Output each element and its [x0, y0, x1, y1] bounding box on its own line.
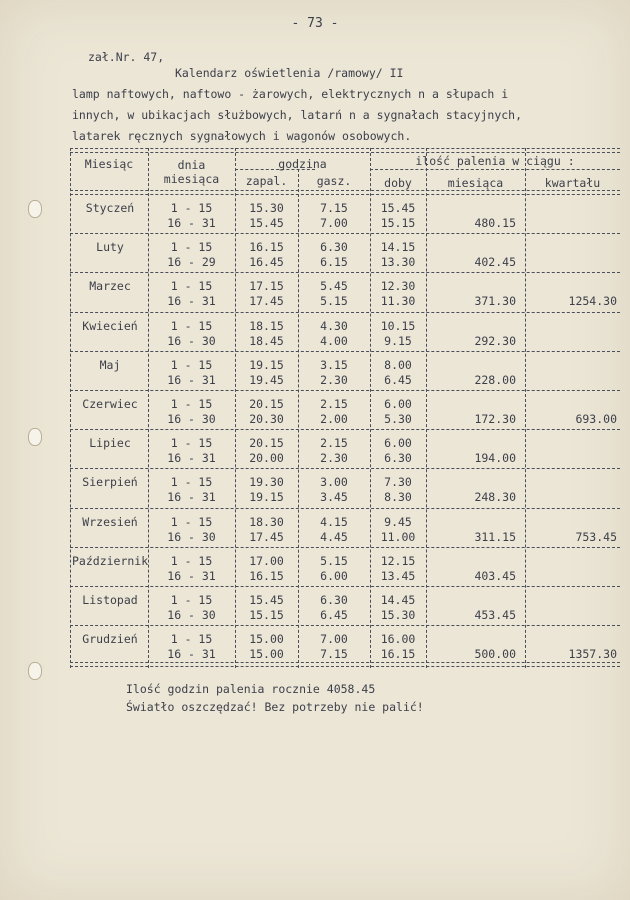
light-time: 17.00	[249, 553, 284, 568]
table-rule	[70, 148, 71, 668]
light-time: 19.15	[249, 357, 284, 372]
extinguish-time: 3.00	[320, 475, 348, 490]
daily-burn: 15.15	[380, 216, 416, 230]
extinguish-time: 5.45	[320, 279, 348, 294]
header-days: dnia	[177, 158, 206, 172]
document-title: Kalendarz oświetlenia /ramowy/ II	[175, 66, 404, 80]
extinguish-time: 4.00	[320, 333, 348, 348]
light-time: 16.15	[249, 568, 284, 583]
daily-burn: 14.45	[380, 593, 416, 607]
day-range: 16 - 31	[167, 294, 216, 309]
row-divider	[70, 508, 620, 509]
day-range: 1 - 15	[170, 593, 213, 607]
table-rule	[70, 662, 620, 667]
day-range: 16 - 31	[167, 216, 216, 230]
row-divider	[70, 586, 620, 587]
row-divider	[70, 468, 620, 469]
light-time: 20.15	[249, 397, 284, 411]
day-range: 1 - 15	[170, 318, 213, 333]
monthly-burn: 402.45	[474, 255, 516, 270]
day-range: 16 - 30	[167, 608, 216, 622]
annual-total: Ilość godzin palenia rocznie 4058.45	[126, 682, 376, 696]
day-range: 16 - 30	[167, 412, 216, 426]
lighting-calendar-table	[70, 148, 620, 668]
month-name: Październik	[72, 553, 149, 568]
quarterly-burn: 1357.30	[568, 647, 617, 662]
monthly-burn: 292.30	[474, 333, 516, 348]
daily-burn: 6.00	[384, 397, 412, 411]
page-number: - 73 -	[291, 16, 339, 31]
binder-hole	[28, 428, 42, 446]
quarterly-burn: 1254.30	[568, 294, 617, 309]
extinguish-time: 6.45	[320, 608, 348, 622]
description-line: latarek ręcznych sygnałowych i wagonów osobowych.	[72, 129, 412, 143]
day-range: 1 - 15	[170, 201, 213, 215]
row-divider	[70, 390, 620, 391]
extinguish-time: 2.00	[320, 412, 348, 426]
extinguish-time: 2.30	[320, 372, 348, 387]
light-time: 15.00	[249, 632, 284, 647]
day-range: 1 - 15	[170, 553, 213, 568]
row-divider	[70, 351, 620, 352]
day-range: 16 - 30	[167, 529, 216, 544]
day-range: 1 - 15	[170, 475, 213, 490]
monthly-burn: 194.00	[474, 451, 516, 466]
day-range: 1 - 15	[170, 279, 213, 294]
monthly-burn: 172.30	[474, 412, 516, 426]
extinguish-time: 6.15	[320, 255, 348, 270]
light-time: 15.00	[249, 647, 284, 662]
daily-burn: 5.30	[384, 412, 412, 426]
light-time: 15.15	[249, 608, 284, 622]
header-quarter: kwartału	[544, 176, 601, 190]
row-divider	[70, 233, 620, 234]
light-time: 18.30	[249, 514, 284, 529]
day-range: 1 - 15	[170, 436, 213, 451]
header-hour: godzina	[278, 157, 327, 171]
table-rule	[370, 169, 620, 170]
table-rule	[70, 190, 620, 195]
daily-burn: 6.30	[384, 451, 412, 466]
quarterly-burn: 693.00	[575, 412, 617, 426]
light-time: 19.45	[249, 372, 284, 387]
daily-burn: 10.15	[380, 318, 416, 333]
daily-burn: 9.15	[384, 333, 412, 348]
extinguish-time: 2.30	[320, 451, 348, 466]
daily-burn: 6.00	[384, 436, 412, 451]
day-range: 16 - 31	[167, 568, 216, 583]
row-divider	[70, 547, 620, 548]
extinguish-time: 3.45	[320, 490, 348, 505]
extinguish-time: 7.15	[320, 201, 348, 215]
light-time: 19.30	[249, 475, 284, 490]
binder-hole	[28, 200, 42, 218]
extinguish-time: 4.15	[320, 514, 348, 529]
binder-hole	[28, 662, 42, 680]
extinguish-time: 7.00	[320, 216, 348, 230]
light-time: 17.45	[249, 529, 284, 544]
attachment-ref: zał.Nr. 47,	[88, 50, 165, 64]
month-name: Styczeń	[85, 201, 135, 215]
monthly-burn: 248.30	[474, 490, 516, 505]
extinguish-time: 6.30	[320, 593, 348, 607]
light-time: 16.45	[249, 255, 284, 270]
header-extinguish: gasz.	[316, 174, 352, 188]
light-time: 18.45	[249, 333, 284, 348]
extinguish-time: 3.15	[320, 357, 348, 372]
extinguish-time: 5.15	[320, 553, 348, 568]
daily-burn: 6.45	[384, 372, 412, 387]
description-line: lamp naftowych, naftowo - żarowych, elektrycznych n a słupach i	[72, 87, 509, 101]
description-line: innych, w ubikacjach służbowych, latarń n a sygnałach stacyjnych,	[72, 108, 523, 122]
daily-burn: 8.00	[384, 357, 412, 372]
day-range: 16 - 29	[167, 255, 216, 270]
daily-burn: 16.00	[380, 632, 416, 647]
light-time: 17.45	[249, 294, 284, 309]
daily-burn: 11.00	[380, 529, 416, 544]
row-divider	[70, 429, 620, 430]
daily-burn: 11.30	[380, 294, 416, 309]
daily-burn: 9.45	[384, 514, 412, 529]
day-range: 1 - 15	[170, 397, 213, 411]
table-rule	[70, 148, 620, 153]
extinguish-time: 6.00	[320, 568, 348, 583]
table-rule	[525, 148, 526, 668]
header-day: doby	[384, 176, 412, 190]
day-range: 1 - 15	[170, 632, 213, 647]
month-name: Maj	[99, 357, 121, 372]
extinguish-time: 7.00	[320, 632, 348, 647]
day-range: 1 - 15	[170, 240, 213, 255]
daily-burn: 13.45	[380, 568, 416, 583]
monthly-burn: 371.30	[474, 294, 516, 309]
header-light: zapal.	[245, 174, 288, 188]
row-divider	[70, 625, 620, 626]
light-time: 20.15	[249, 436, 284, 451]
month-name: Lipiec	[89, 436, 131, 451]
daily-burn: 15.45	[380, 201, 416, 215]
daily-burn: 13.30	[380, 255, 416, 270]
light-time: 16.15	[249, 240, 284, 255]
monthly-burn: 403.45	[474, 568, 516, 583]
day-range: 16 - 31	[167, 372, 216, 387]
extinguish-time: 2.15	[320, 397, 348, 411]
extinguish-time: 6.30	[320, 240, 348, 255]
day-range: 16 - 31	[167, 451, 216, 466]
daily-burn: 14.15	[380, 240, 416, 255]
extinguish-time: 7.15	[320, 647, 348, 662]
light-time: 15.30	[249, 201, 284, 215]
row-divider	[70, 312, 620, 313]
extinguish-time: 5.15	[320, 294, 348, 309]
daily-burn: 7.30	[384, 475, 412, 490]
daily-burn: 16.15	[380, 647, 416, 662]
extinguish-time: 2.15	[320, 436, 348, 451]
monthly-burn: 453.45	[474, 608, 516, 622]
day-range: 1 - 15	[170, 357, 213, 372]
header-monthly: miesiąca	[447, 176, 504, 190]
daily-burn: 12.30	[380, 279, 416, 294]
header-month: Miesiąc	[84, 157, 134, 171]
day-range: 16 - 31	[167, 647, 216, 662]
month-name: Listopad	[82, 593, 138, 607]
slogan: Światło oszczędzać! Bez potrzeby nie palić!	[126, 700, 424, 714]
light-time: 17.15	[249, 279, 284, 294]
monthly-burn: 311.15	[474, 529, 516, 544]
daily-burn: 8.30	[384, 490, 412, 505]
monthly-burn: 500.00	[474, 647, 516, 662]
quarterly-burn: 753.45	[575, 529, 617, 544]
light-time: 18.15	[249, 318, 284, 333]
extinguish-time: 4.30	[320, 318, 348, 333]
month-name: Marzec	[89, 279, 131, 294]
month-name: Czerwiec	[82, 397, 138, 411]
month-name: Grudzień	[82, 632, 138, 647]
daily-burn: 15.30	[380, 608, 416, 622]
month-name: Wrzesień	[82, 514, 138, 529]
month-name: Sierpień	[82, 475, 138, 490]
light-time: 20.30	[249, 412, 284, 426]
light-time: 15.45	[249, 216, 284, 230]
row-divider	[70, 272, 620, 273]
daily-burn: 12.15	[380, 553, 416, 568]
day-range: 1 - 15	[170, 514, 213, 529]
monthly-burn: 480.15	[474, 216, 516, 230]
light-time: 20.00	[249, 451, 284, 466]
day-range: 16 - 30	[167, 333, 216, 348]
month-name: Kwiecień	[82, 318, 138, 333]
extinguish-time: 4.45	[320, 529, 348, 544]
header-burn-time: ilość palenia w ciągu :	[415, 154, 575, 168]
day-range: 16 - 31	[167, 490, 216, 505]
header-days-sub: miesiąca	[163, 172, 220, 186]
month-name: Luty	[96, 240, 124, 255]
monthly-burn: 228.00	[474, 372, 516, 387]
light-time: 19.15	[249, 490, 284, 505]
light-time: 15.45	[249, 593, 284, 607]
